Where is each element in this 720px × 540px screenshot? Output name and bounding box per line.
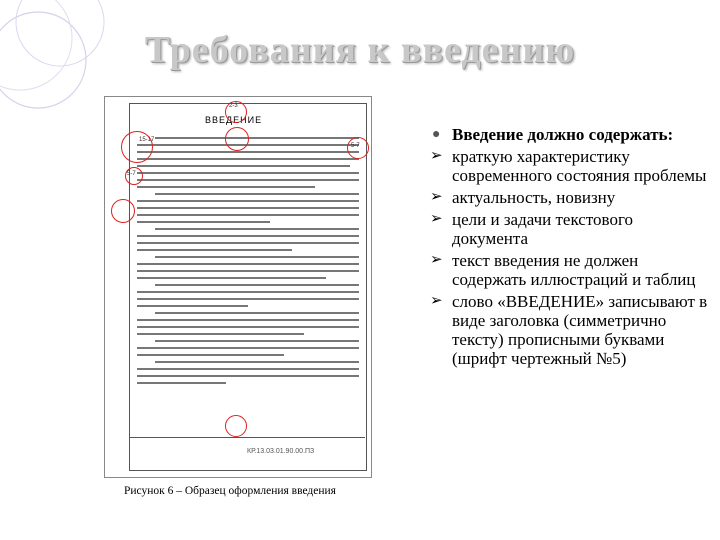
list-item-text: слово «ВВЕДЕНИЕ» записывают в виде заголовка (симметрично тексту) прописными буквами (шрифт чертежный №5) [452,292,708,368]
figure-caption: Рисунок 6 – Образец оформления введения [124,485,336,497]
requirements-list [428,125,710,371]
list-item-text: актуальность, новизну [452,188,616,207]
document-page [104,96,372,478]
list-item [428,147,710,185]
list-item-text: краткую характеристику современного состояния проблемы [452,147,707,185]
list-item [428,251,710,289]
arrow-bullet-icon: ➢ [430,189,443,205]
dimension-callout-heading [225,127,249,151]
arrow-bullet-icon: ➢ [430,148,443,164]
dim-label: 5-7 [127,171,136,177]
slide-title: Требования к введению [144,29,576,71]
dimension-callout-margin [111,199,135,223]
list-item-text: цели и задачи текстового документа [452,210,634,248]
sample-document-figure [104,96,372,478]
arrow-bullet-icon: ➢ [430,211,443,227]
list-item [428,188,710,207]
list-item [428,210,710,248]
dim-label: 15-17 [139,137,155,143]
dimension-callout-bottom [225,415,247,437]
dimension-callout-left [121,131,153,163]
document-text-block [137,137,359,389]
arrow-bullet-icon: ➢ [430,252,443,268]
intro-text: Введение должно содержать: [452,125,674,144]
arrow-bullet-icon: ➢ [430,293,443,309]
dim-label: 2-3 [229,103,238,109]
list-item-text: текст введения не должен содержать иллюстраций и таблиц [452,251,696,289]
stamp-code: КР.13.03.01.90.00.ПЗ [247,448,315,455]
list-item [428,292,710,368]
document-heading: ВВЕДЕНИЕ [205,115,263,125]
dim-label: 5-7 [351,143,360,149]
title-block-stamp [129,437,365,470]
list-item-intro [428,125,710,144]
bullet-dot-icon: ● [432,127,441,142]
